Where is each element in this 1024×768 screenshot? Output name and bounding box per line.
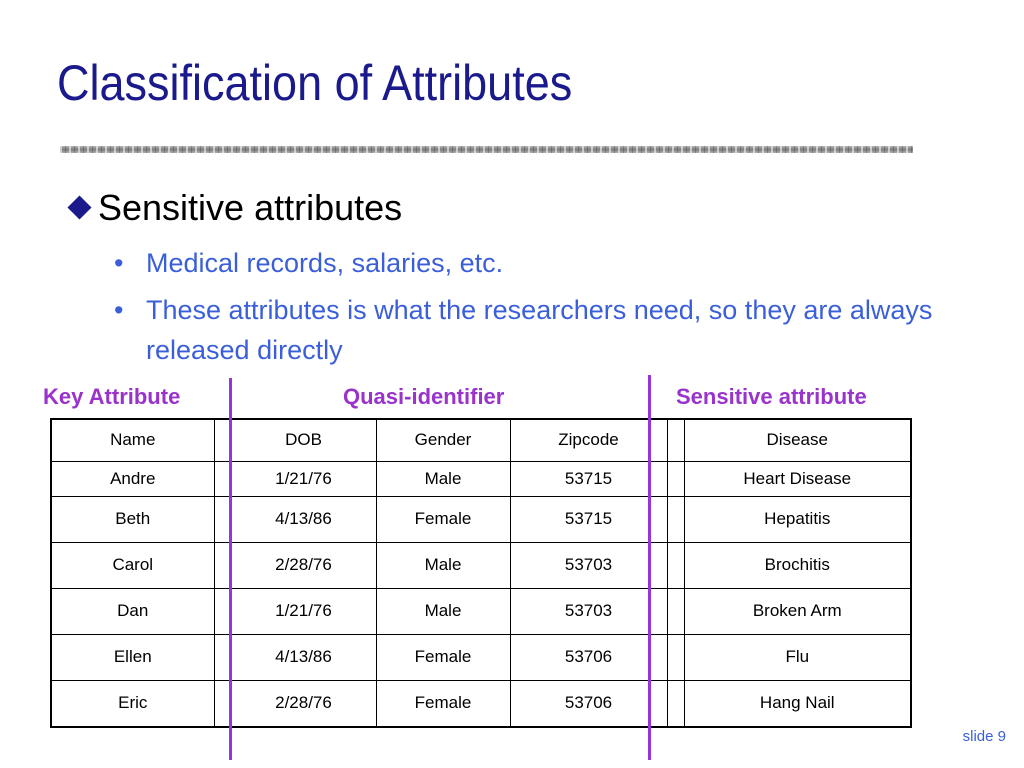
table-row [51,542,911,588]
cell-dob: 2/28/76 [231,542,376,588]
spacer-cell [667,461,684,496]
sub-bullet-text: These attributes is what the researchers need, so they are always released directly [146,295,933,365]
quasi-sensitive-divider-line [648,375,651,760]
cell-disease: Hang Nail [684,680,911,727]
cell-dob: 4/13/86 [231,634,376,680]
cell-dob: 1/21/76 [231,588,376,634]
cell-zipcode: 53715 [510,496,667,542]
cell-gender: Male [376,588,510,634]
spacer-cell [667,496,684,542]
table-row [51,680,911,727]
header-cell-dob: DOB [231,419,376,461]
cell-dob: 1/21/76 [231,461,376,496]
header-cell-zipcode: Zipcode [510,419,667,461]
cell-gender: Female [376,680,510,727]
header-cell-gender: Gender [376,419,510,461]
cell-disease: Hepatitis [684,496,911,542]
cell-disease: Broken Arm [684,588,911,634]
spacer-cell [667,588,684,634]
header-cell-disease: Disease [684,419,911,461]
cell-zipcode: 53703 [510,588,667,634]
spacer-cell [667,634,684,680]
table-row [51,461,911,496]
slide-number: slide 9 [962,728,1006,745]
cell-name: Beth [51,496,214,542]
quasi-identifier-label: Quasi-identifier [343,384,505,409]
cell-zipcode: 53706 [510,680,667,727]
cell-zipcode: 53715 [510,461,667,496]
cell-disease: Heart Disease [684,461,911,496]
cell-name: Andre [51,461,214,496]
cell-gender: Male [376,542,510,588]
main-bullet [66,187,403,228]
cell-zipcode: 53706 [510,634,667,680]
cell-gender: Female [376,634,510,680]
main-bullet-text: Sensitive attributes [98,187,403,228]
spacer-cell [667,680,684,727]
header-cell-name: Name [51,419,214,461]
spacer-cell [667,542,684,588]
bullet-dot-icon: • [114,295,124,325]
cell-dob: 4/13/86 [231,496,376,542]
cell-zipcode: 53703 [510,542,667,588]
table-header-row [51,419,911,461]
key-quasi-divider-line [229,378,232,760]
sub-bullet-text: Medical records, salaries, etc. [146,248,504,278]
title-divider [60,146,913,153]
slide-title: Classification of Attributes [57,55,573,111]
attributes-table [50,418,912,728]
cell-name: Ellen [51,634,214,680]
cell-name: Carol [51,542,214,588]
cell-name: Eric [51,680,214,727]
table-row [51,496,911,542]
spacer-cell [667,419,684,461]
cell-disease: Flu [684,634,911,680]
table-row [51,634,911,680]
key-attribute-label: Key Attribute [43,384,181,409]
table-row [51,588,911,634]
bullet-dot-icon: • [114,248,124,278]
cell-gender: Female [376,496,510,542]
sensitive-attribute-label: Sensitive attribute [676,384,867,409]
cell-name: Dan [51,588,214,634]
cell-gender: Male [376,461,510,496]
cell-dob: 2/28/76 [231,680,376,727]
diamond-bullet-icon [67,195,91,219]
cell-disease: Brochitis [684,542,911,588]
